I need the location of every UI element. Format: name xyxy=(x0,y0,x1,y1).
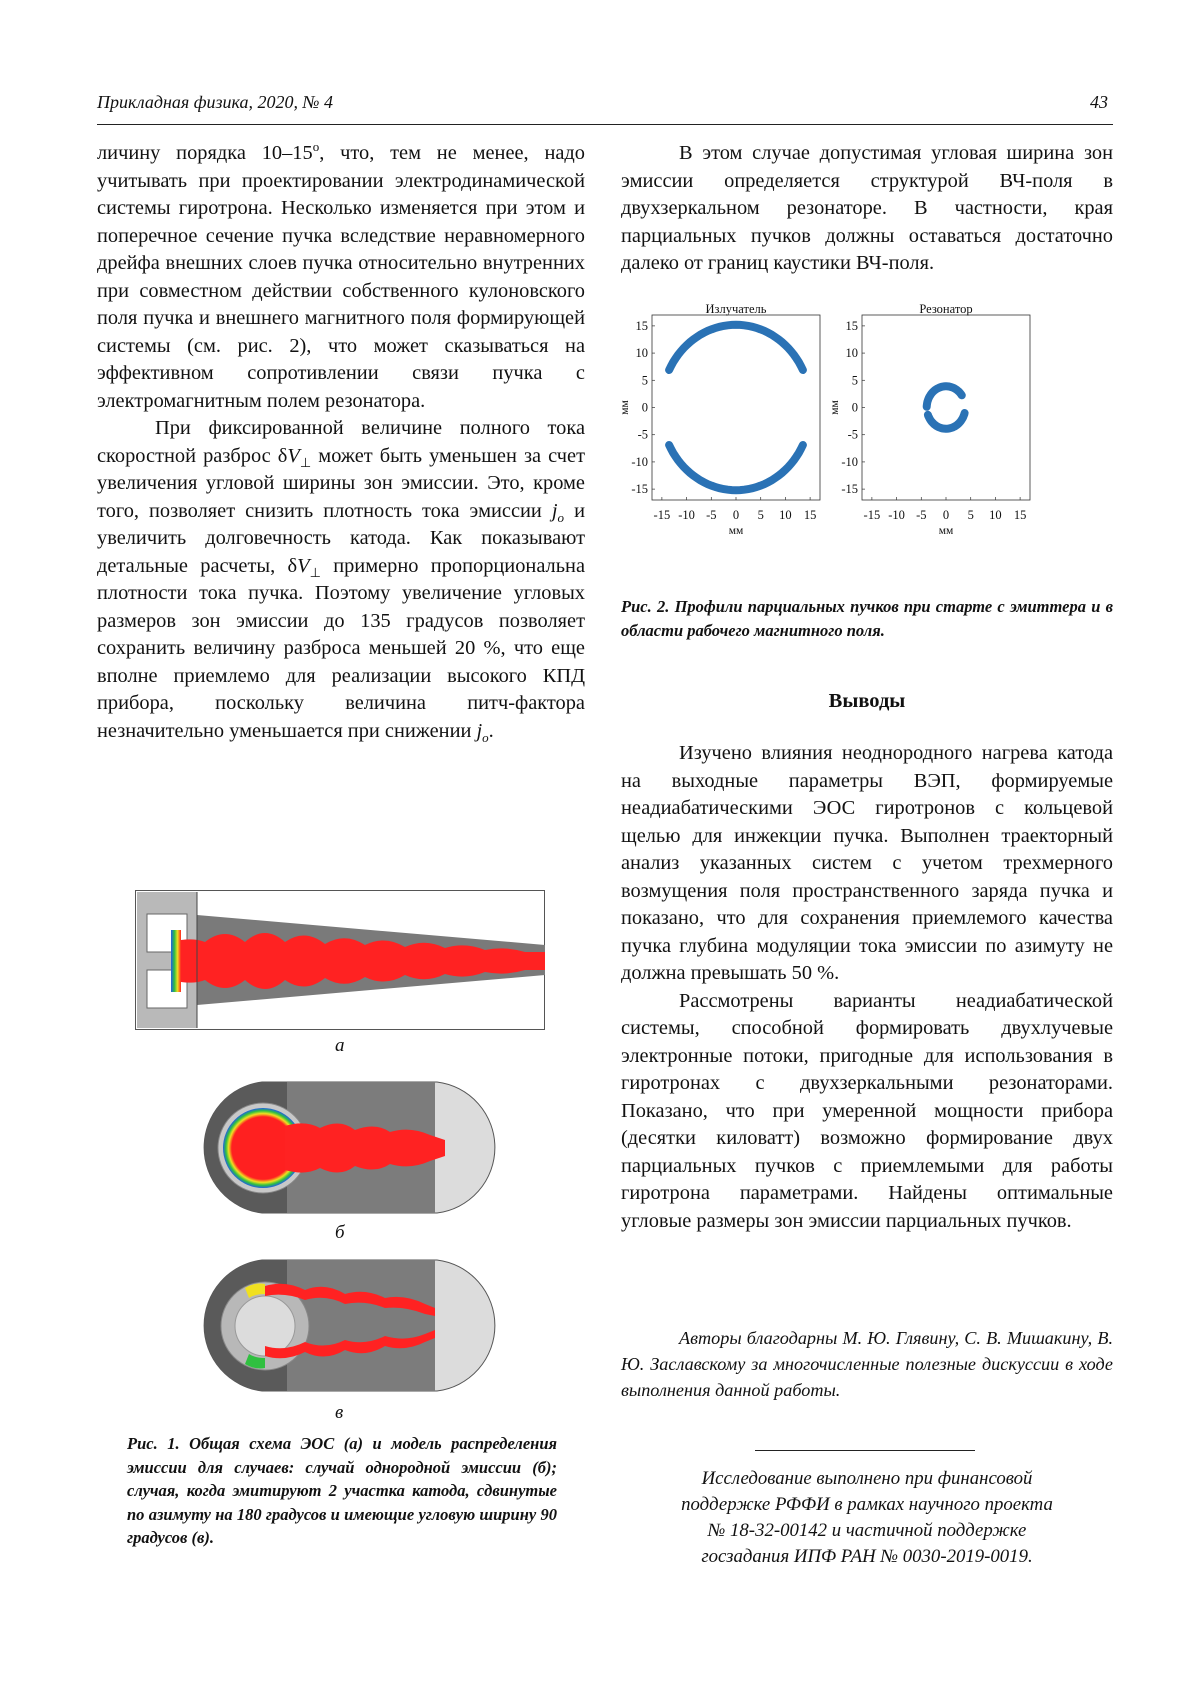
y-tick-label: 5 xyxy=(851,373,858,388)
x-tick-label: 15 xyxy=(1013,508,1027,522)
text-run: личину порядка 10–15 xyxy=(97,142,313,164)
section-title-conclusions: Выводы xyxy=(828,690,906,712)
figure-label-b: б xyxy=(335,1222,345,1243)
y-tick-label: 5 xyxy=(641,373,648,388)
plot-area xyxy=(862,315,1030,500)
figure2-beam-profiles xyxy=(619,302,1100,575)
symbol-perp: ⊥ xyxy=(309,564,321,580)
y-tick-label: -5 xyxy=(637,427,648,442)
text-run: . xyxy=(488,719,494,742)
text-run: При фиксированной величине полного тока скоростной разброс δ xyxy=(97,417,585,467)
x-tick-label: -10 xyxy=(888,508,905,522)
x-tick-label: -10 xyxy=(678,508,695,522)
figure1-two-segment-emission xyxy=(195,1258,505,1393)
funding-line: № 18-32-00142 и частичной поддержке xyxy=(707,1520,1027,1541)
x-tick-label: 10 xyxy=(989,508,1002,522)
y-axis-label: мм xyxy=(829,400,841,415)
panel-title: Излучатель xyxy=(705,302,767,316)
y-axis-label: мм xyxy=(619,400,631,415)
symbol-o: o xyxy=(557,509,565,525)
x-tick-label: 15 xyxy=(803,508,817,522)
conclusions-body xyxy=(621,740,1113,1235)
x-tick-label: 5 xyxy=(967,508,974,522)
y-tick-label: 15 xyxy=(635,318,648,333)
left-column xyxy=(97,140,585,745)
funding-rule xyxy=(755,1450,975,1451)
acknowledgements: Авторы благодарны М. Ю. Глявину, С. В. Мишакину, В. Ю. Заславскому за многочисленные полезные дискуссии в ходе выполнения данной работы. xyxy=(621,1328,1113,1400)
x-tick-label: 10 xyxy=(779,508,792,522)
panel-title: Резонатор xyxy=(919,302,973,316)
right-paragraph-1: В этом случае допустимая угловая ширина зон эмиссии определяется структурой ВЧ-поля в двухзеркальном резонаторе. В частности, края парциальных пучков должны оставаться достаточно далеко от границ каустики ВЧ-поля. xyxy=(621,142,1113,274)
emitter-zone xyxy=(171,930,181,992)
funding-line: Исследование выполнено при финансовой xyxy=(701,1468,1033,1489)
x-tick-label: 0 xyxy=(732,508,740,522)
page-number: 43 xyxy=(1090,92,1108,112)
figure1-uniform-emission xyxy=(195,1080,505,1215)
x-tick-label: 5 xyxy=(757,508,764,522)
funding-note xyxy=(621,1466,1113,1570)
x-axis-label: мм xyxy=(938,525,954,537)
x-tick-label: -5 xyxy=(916,508,927,522)
degree-superscript: о xyxy=(312,139,320,155)
y-tick-label: -5 xyxy=(847,427,858,442)
x-axis-label: мм xyxy=(728,525,744,537)
x-tick-label: 0 xyxy=(942,508,950,522)
y-tick-label: 10 xyxy=(635,346,648,361)
symbol-perp: ⊥ xyxy=(299,454,312,470)
figure1-eos-scheme xyxy=(135,890,545,1030)
y-tick-label: -15 xyxy=(631,482,648,497)
figure-label-c: в xyxy=(335,1402,344,1423)
x-tick-label: -15 xyxy=(653,508,671,522)
figure1-caption: Рис. 1. Общая схема ЭОС (а) и модель распределения эмиссии для случаев: случай однородной эмиссии (б); случая, когда эмитируют 2 участка катода, сдвинутые по азимуту на 180 градусов и имеющие угловую ширину 90 градусов (в). xyxy=(127,1434,557,1547)
right-column xyxy=(621,140,1113,278)
conclusions-paragraph-1: Изучено влияния неоднородного нагрева катода на выходные параметры ВЭП, формируемые неадиабатическими ЭОС гиротронов с кольцевой щелью для инжекции пучка. Выполнен траекторный анализ указанных систем с учетом трехмерного возмущения поля пространственного заряда пучка и показано, что для сохранения приемлемого качества пучка глубина модуляции тока эмиссии по азимуту не должна превышать 50 %. xyxy=(621,742,1113,984)
journal-title: Прикладная физика, 2020, № 4 xyxy=(97,92,333,112)
text-run: примерно пропорциональна плотности тока пучка. Поэтому увеличение угловых размеров зон эмиссии до 135 градусов позволяет сохранить величину разброса меньшей 20 %, что еще вполне приемлемо для реализации высокого КПД прибора, поскольку величина питч-фактора незначительно уменьшается при снижении xyxy=(97,554,585,742)
header-rule xyxy=(97,124,1113,125)
symbol-j: j xyxy=(551,499,558,522)
y-tick-label: 15 xyxy=(845,318,858,333)
text-run: , что, тем не менее, надо учитывать при проектировании электродинамической системы гиротрона. Несколько изменяется при этом и поперечное сечение пучка вследствие неравномерного дрейфа внешних слоев пучка относительно внутренних при совместном действии собственного кулоновского поля пучка и внешнего магнитного поля формирующей системы (см. рис. 2), что может сказываться на эффективном сопротивлении связи пучка с электромагнитным полем резонатора. xyxy=(97,142,585,412)
symbol-v: V xyxy=(297,554,310,577)
y-tick-label: 0 xyxy=(641,400,648,415)
symbol-v: V xyxy=(287,444,300,467)
symbol-j: j xyxy=(476,719,483,742)
symbol-o: o xyxy=(482,729,489,745)
funding-line: госзадания ИПФ РАН № 0030-2019-0019. xyxy=(701,1546,1033,1567)
x-tick-label: -5 xyxy=(706,508,717,522)
figure2-caption: Рис. 2. Профили парциальных пучков при старте с эмиттера и в области рабочего магнитного поля. xyxy=(621,597,1113,640)
x-tick-label: -15 xyxy=(863,508,881,522)
figure-label-a: а xyxy=(335,1035,345,1056)
y-tick-label: -10 xyxy=(841,454,858,469)
plot-area xyxy=(652,315,820,500)
text-run: и увеличить долговечность катода. Как показывают детальные расчеты, δ xyxy=(97,499,585,577)
y-tick-label: 0 xyxy=(851,400,858,415)
y-tick-label: -10 xyxy=(631,454,648,469)
left-paragraph-2 xyxy=(97,415,585,745)
funding-line: поддержке РФФИ в рамках научного проекта xyxy=(681,1494,1053,1515)
left-paragraph-1 xyxy=(97,140,585,415)
y-tick-label: 10 xyxy=(845,346,858,361)
y-tick-label: -15 xyxy=(841,482,858,497)
conclusions-paragraph-2: Рассмотрены варианты неадиабатической системы, способной формировать двухлучевые электронные потоки, пригодные для использования в гиротронах с двухзеркальными резонаторами. Показано, что при умеренной мощности прибора (десятки киловатт) возможно формирование двух парциальных пучков с приемлемыми для работы гиротрона параметрами. Найдены оптимальные угловые размеры зон эмиссии парциальных пучков. xyxy=(621,989,1113,1232)
text-run: может быть уменьшен за счет увеличения угловой ширины зон эмиссии. Это, кроме того, позволяет снизить плотность тока эмиссии xyxy=(97,444,585,522)
